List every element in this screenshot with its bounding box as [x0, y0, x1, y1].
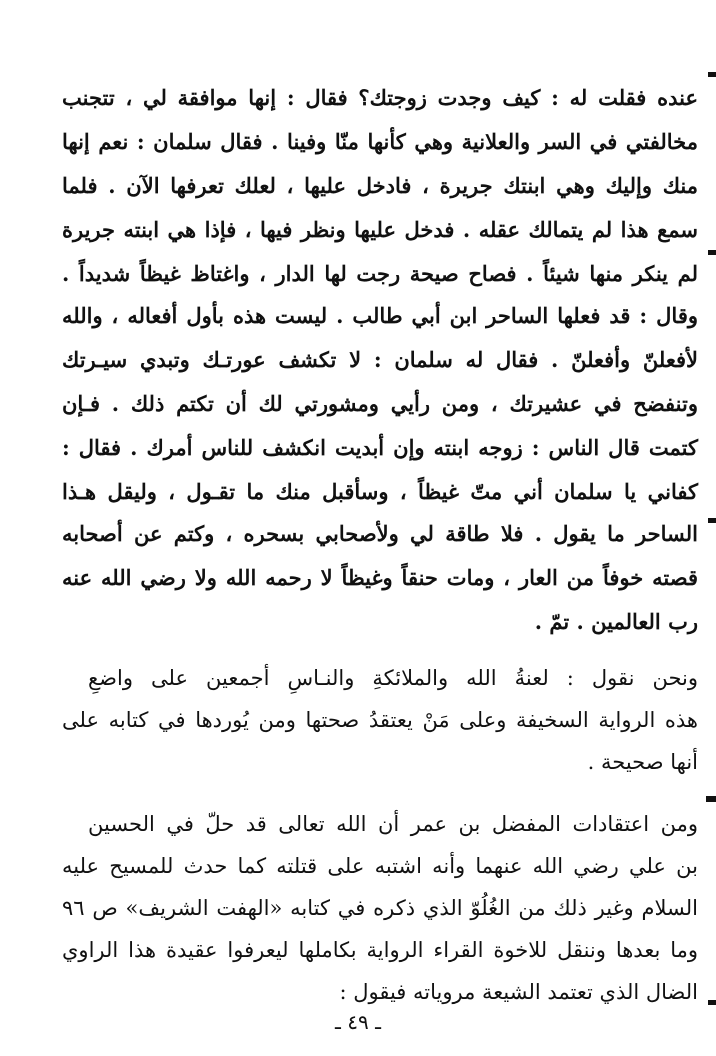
- page-number: ـ ٤٩ ـ: [335, 1010, 381, 1034]
- text-line: هذه الرواية السخيفة وعلى مَنْ يعتقدُ صحتها ومن يُوردها في كتابه على: [62, 708, 698, 732]
- text-line: رب العالمين . تمّ .: [534, 609, 698, 634]
- text-line: قصته خوفاً من العار ، ومات حنقاً وغيظاً لا رحمه الله ولا رضي الله عنه: [62, 565, 698, 590]
- text-line: منك وإليك وهي ابنتك جريرة ، فادخل عليها ، لعلك تعرفها الآن . فلما: [62, 173, 698, 198]
- text-line: بن علي رضي الله عنهما وأنه اشتبه على قتلته كما حدث للمسيح عليه: [62, 854, 698, 878]
- text-line: ومن اعتقادات المفضل بن عمر أن الله تعالى قد حلّ في الحسين: [88, 812, 698, 836]
- text-line: ونحن نقول : لعنةُ الله والملائكةِ والنـاسِ أجمعين على واضعِ: [88, 666, 698, 690]
- scan-mark: [706, 796, 716, 802]
- text-line: الضال الذي تعتمد الشيعة مروياته فيقول :: [339, 980, 698, 1004]
- text-line: كتمت قال الناس : زوجه ابنته وإن أبديت انكشف للناس أمرك . فقال :: [62, 435, 698, 460]
- scan-mark: [708, 250, 716, 255]
- text-line: مخالفتي في السر والعلانية وهي كأنها منّا وفينا . فقال سلمان : نعم إنها: [62, 129, 698, 154]
- text-line: وقال : قد فعلها الساحر ابن أبي طالب . ليست هذه بأول أفعاله ، والله: [62, 303, 698, 328]
- text-line: كفاني يا سلمان أني متّ غيظاً ، وسأقبل منك ما تقـول ، وليقل هـذا: [62, 479, 698, 504]
- document-page: [58, 0, 698, 1056]
- text-line: أنها صحيحة .: [587, 750, 698, 774]
- text-line: عنده فقلت له : كيف وجدت زوجتك؟ فقال : إنها موافقة لي ، تتجنب: [62, 85, 698, 110]
- text-line: وما بعدها وننقل للاخوة القراء الرواية بكاملها ليعرفوا عقيدة هذا الراوي: [62, 938, 698, 962]
- text-line: لم ينكر منها شيئاً . فصاح صيحة رجت لها الدار ، واغتاظ غيظاً شديداً .: [62, 261, 698, 286]
- text-line: وتنفضح في عشيرتك ، ومن رأيي ومشورتي لك أن تكتم ذلك . فـإن: [62, 391, 698, 416]
- text-line: لأفعلنّ وأفعلنّ . فقال له سلمان : لا تكشف عورتـك وتبدي سيـرتك: [62, 347, 698, 372]
- text-line: السلام وغير ذلك من الغُلُوّ الذي ذكره في كتابه «الهفت الشريف» ص ٩٦: [62, 896, 698, 920]
- scan-mark: [708, 1000, 716, 1005]
- text-line: سمع هذا لم يتمالك عقله . فدخل عليها ونظر فيها ، فإذا هي ابنته جريرة: [62, 217, 698, 242]
- scan-mark: [708, 518, 716, 523]
- text-line: الساحر ما يقول . فلا طاقة لي ولأصحابي بسحره ، وكتم عن أصحابه: [62, 521, 698, 546]
- scan-mark: [708, 72, 716, 77]
